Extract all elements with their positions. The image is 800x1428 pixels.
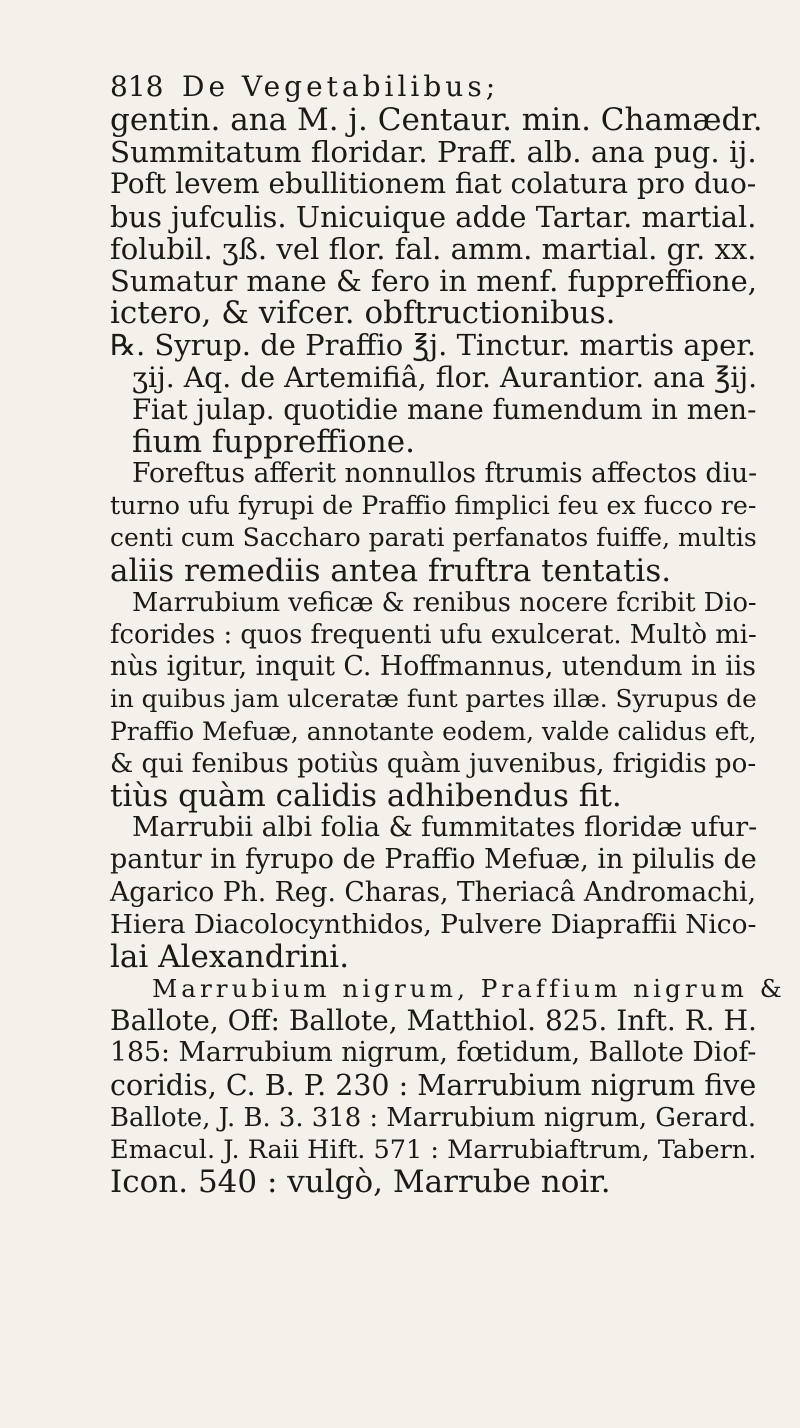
text-line: gentin. ana M. j. Centaur. min. Chamædr. [110, 102, 763, 138]
text-line: Summitatum floridar. Praff. alb. ana pug. ij. [110, 135, 757, 170]
body-text [110, 102, 786, 1201]
paragraph-start: Marrubii albi folia & fummitates floridæ ufur- [132, 812, 758, 844]
text-line: ʒij. Aq. de Artemifiâ, flor. Aurantior. ana ℥ij. [132, 360, 758, 394]
text-line: Icon. 540 : vulgò, Marrube noir. [110, 1164, 611, 1201]
text-line: fium fuppreffione. [132, 423, 415, 460]
text-line: aliis remediis antea fruftra tentatis. [110, 552, 672, 589]
page-number: 818 [110, 70, 164, 103]
text-line: Praffio Mefuæ, annotante eodem, valde calidus eft, [110, 716, 757, 746]
text-line: Fiat julap. quotidie mane fumendum in men- [132, 392, 757, 426]
text-line: centi cum Saccharo parati perfanatos fuiffe, multis [110, 523, 757, 553]
text-line: Sumatur mane & fero in menf. fuppreffione, [110, 263, 757, 298]
text-line: Emacul. J. Raii Hift. 571 : Marrubiaftrum, Tabern. [110, 1135, 757, 1165]
text-line: in quibus jam ulceratæ funt partes illæ. Syrupus de [110, 684, 757, 714]
section-heading-line: Marrubium nigrum, Praffium nigrum & [152, 974, 786, 1004]
text-line: 185: Marrubium nigrum, fœtidum, Ballote Diof- [110, 1037, 757, 1069]
text-line: Ballote, J. B. 3. 318 : Marrubium nigrum, Gerard. [110, 1102, 757, 1133]
text-line: coridis, C. B. P. 230 : Marrubium nigrum five [110, 1068, 757, 1102]
text-line: turno ufu fyrupi de Praffio fimplici feu ex fucco re- [110, 491, 757, 521]
text-line: lai Alexandrini. [110, 938, 350, 975]
text-line: nùs igitur, inquit C. Hoffmannus, utendum in iis [110, 651, 757, 683]
running-title: De Vegetabilibus; [182, 70, 500, 103]
text-line: folubil. ʒß. vel flor. fal. amm. martial. gr. xx. [110, 231, 757, 266]
paragraph-start: Foreftus afferit nonnullos ftrumis affectos diu- [132, 458, 758, 490]
text-line: Poft levem ebullitionem fiat colatura pro duo- [110, 167, 757, 201]
text-line: tiùs quàm calidis adhibendus fit. [110, 777, 622, 814]
paragraph-start: Marrubium veficæ & renibus nocere fcribit Dio- [132, 587, 757, 618]
text-line: ictero, & vifcer. obftructionibus. [110, 295, 616, 332]
text-line: bus jufculis. Unicuique adde Tartar. martial. [110, 199, 757, 234]
text-line: pantur in fyrupo de Praffio Mefuæ, in pilulis de [110, 844, 757, 876]
text-line: Ballote, Off: Ballote, Matthiol. 825. Inft. R. H. [110, 1004, 757, 1038]
text-line: fcorides : quos frequenti ufu exulcerat. Multò mi- [110, 620, 757, 650]
prescription-line: ℞. Syrup. de Praffio ℥j. Tinctur. martis aper. [110, 328, 757, 363]
text-line: Agarico Ph. Reg. Charas, Theriacâ Andromachi, [110, 876, 757, 908]
text-line: & qui fenibus potiùs quàm juvenibus, frigidis po- [110, 748, 757, 779]
running-header [110, 72, 670, 102]
text-line: Hiera Diacolocynthidos, Pulvere Diapraffii Nico- [110, 908, 757, 940]
